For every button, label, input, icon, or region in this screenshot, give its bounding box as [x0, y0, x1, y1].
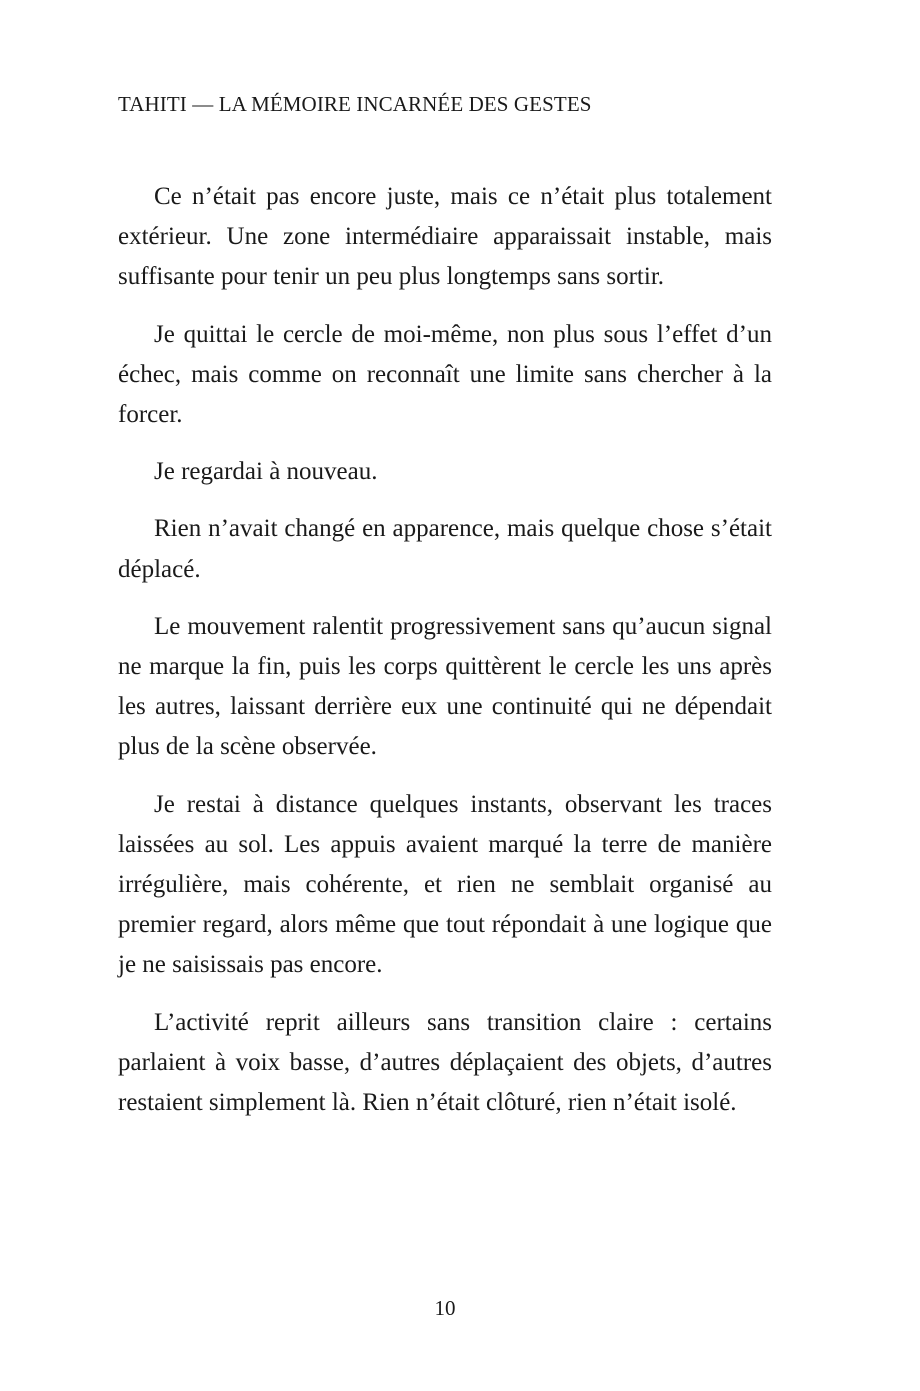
paragraph: Ce n’était pas encore juste, mais ce n’était plus totalement extérieur. Une zone intermédiaire apparaissait instable, mais suffisante pour tenir un peu plus longtemps sans sortir. — [118, 183, 772, 291]
running-title: TAHITI — LA MÉMOIRE INCARNÉE DES GESTES — [118, 92, 592, 116]
body-text — [118, 177, 772, 1140]
paragraph: Rien n’avait changé en apparence, mais quelque chose s’était déplacé. — [118, 515, 772, 583]
paragraph: Je regardai à nouveau. — [154, 458, 378, 486]
paragraph: Je restai à distance quelques instants, observant les traces laissées au sol. Les appuis avaient marqué la terre de manière irrégulière, mais cohérente, et rien ne semblait organisé au premier regard, alors même que tout répondait à une logique que je ne saisissais pas encore. — [118, 790, 772, 979]
paragraph: L’activité reprit ailleurs sans transition claire : certains parlaient à voix basse, d’autres déplaçaient des objets, d’autres restaient simplement là. Rien n’était clôturé, rien n’était isolé. — [118, 1008, 772, 1117]
paragraph: Je quittai le cercle de moi-même, non plus sous l’effet d’un échec, mais comme on reconnaît une limite sans chercher à la forcer. — [118, 320, 772, 429]
paragraph: Le mouvement ralentit progressivement sans qu’aucun signal ne marque la fin, puis les corps quittèrent le cercle les uns après les autres, laissant derrière eux une continuité qui ne dépendait plus de la scène observée. — [118, 612, 772, 761]
page-number: 10 — [434, 1296, 456, 1320]
